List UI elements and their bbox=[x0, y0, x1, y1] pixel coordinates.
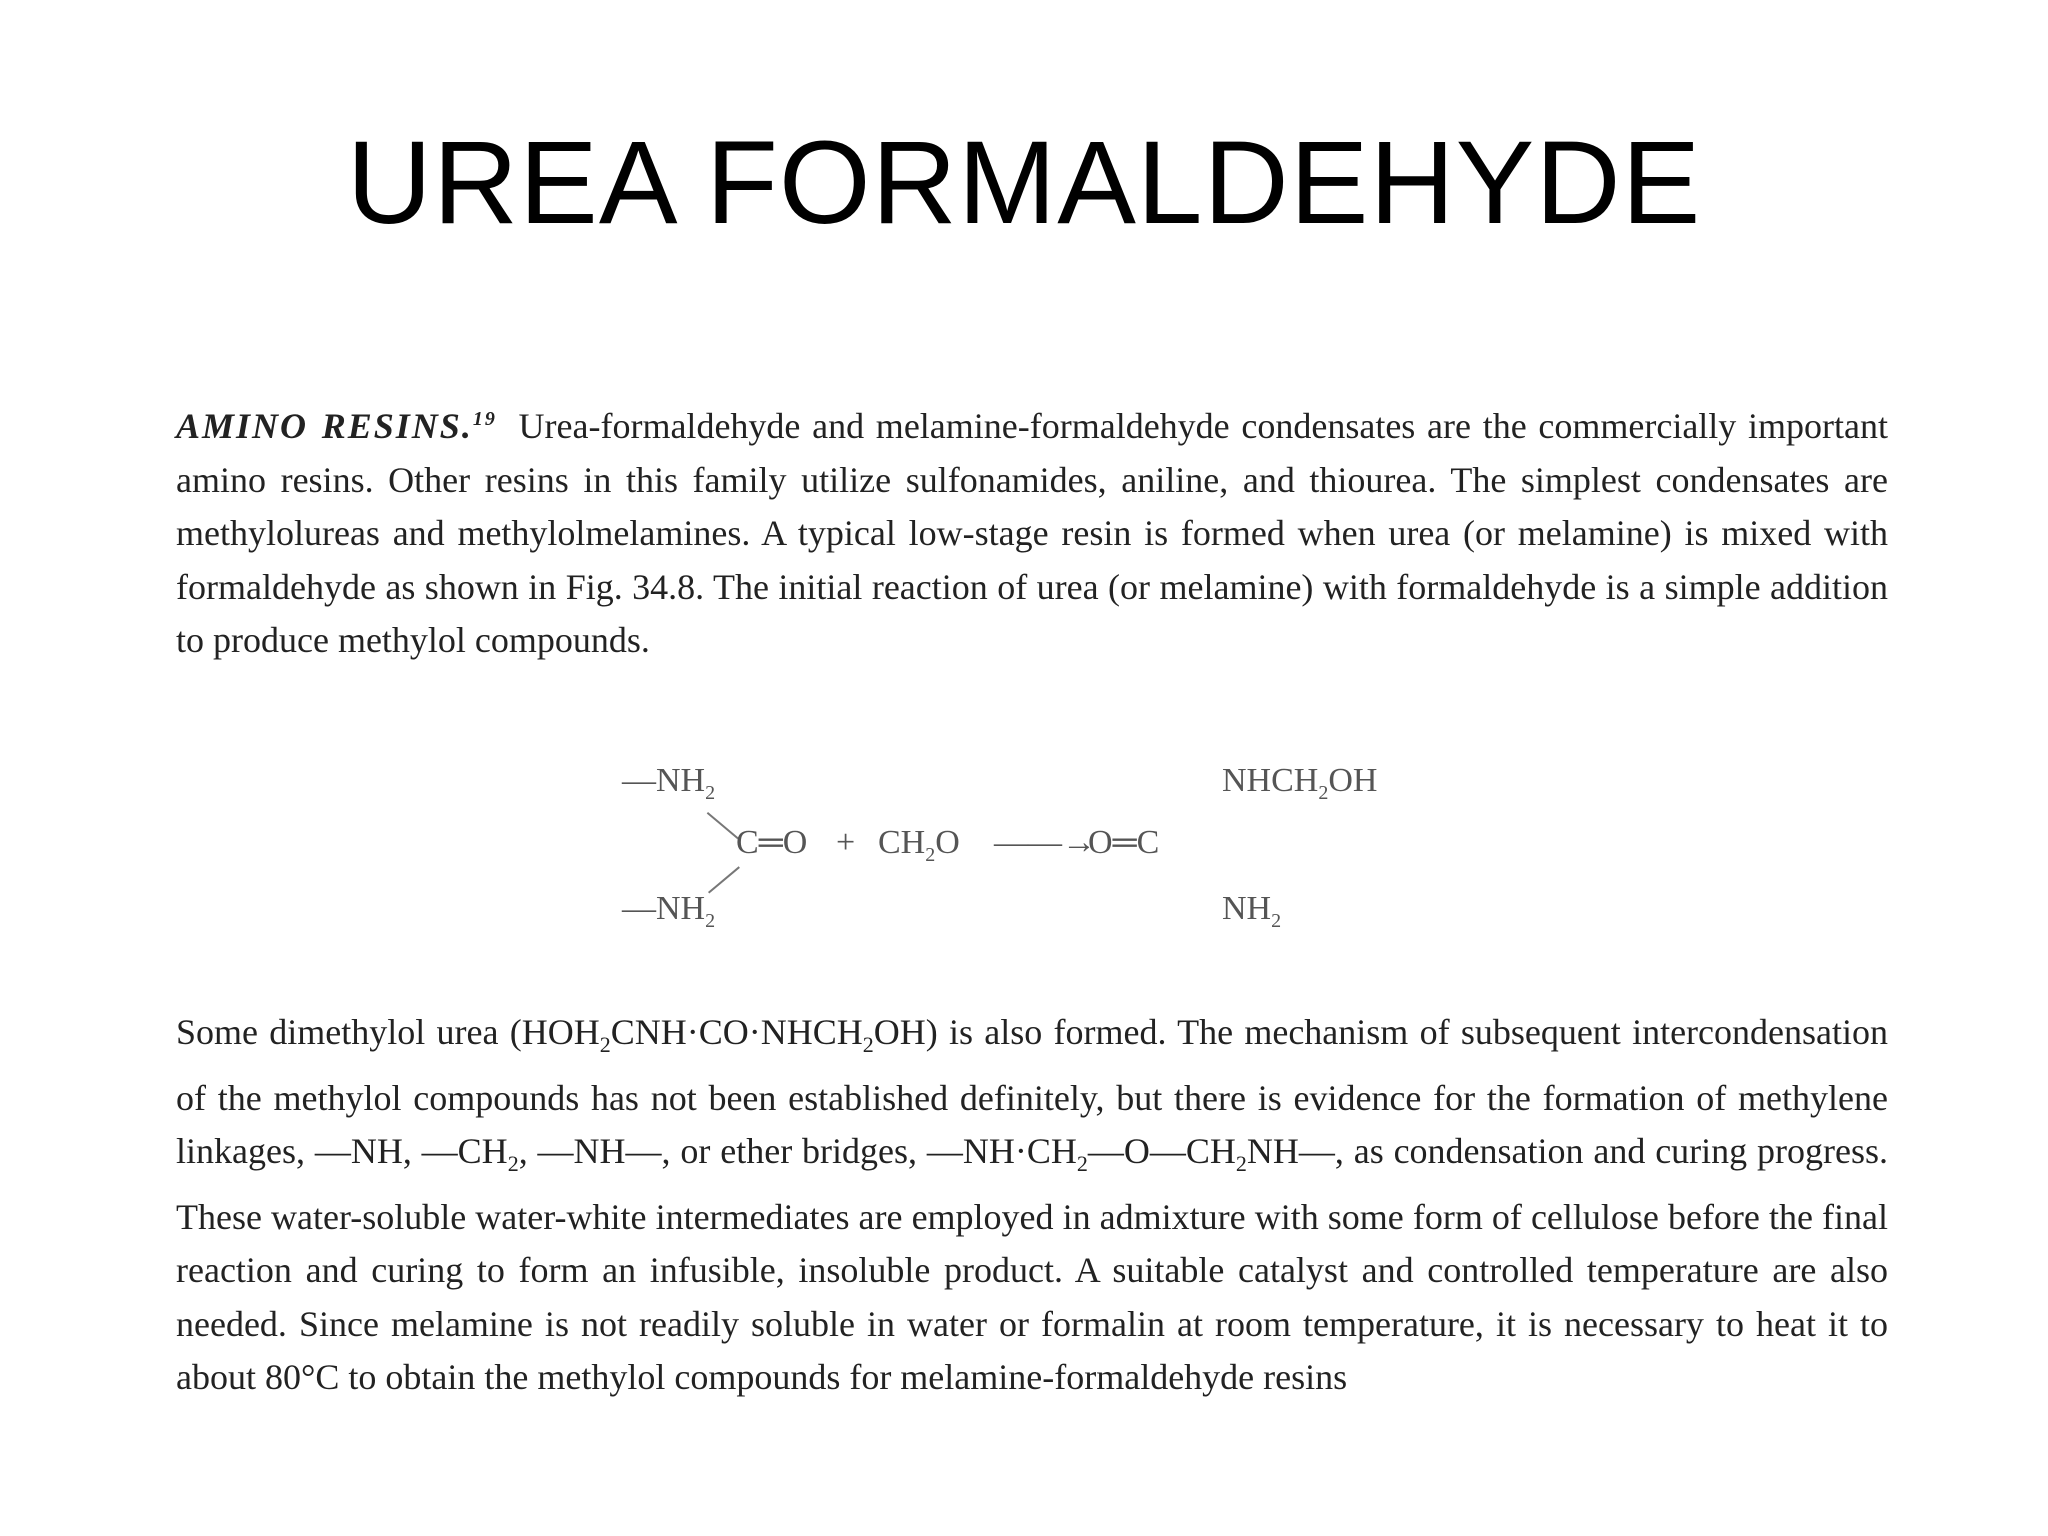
reactant-top-amine bbox=[622, 762, 715, 805]
reactant-top-amine-text: —NH bbox=[622, 762, 706, 799]
formaldehyde-tail: O bbox=[935, 824, 960, 861]
formaldehyde-subscript: 2 bbox=[925, 843, 936, 866]
subscript-2: 2 bbox=[599, 1032, 611, 1058]
product-carbonyl: O═C bbox=[1088, 824, 1160, 861]
reactant-bottom-amine bbox=[622, 890, 715, 933]
product-bottom-group-text: NH bbox=[1222, 890, 1272, 927]
product-bottom-group bbox=[1222, 890, 1281, 933]
subscript-2: 2 bbox=[1076, 1151, 1088, 1177]
mechanism-text-d: , —NH—, or ether bridges, —NH·CH bbox=[518, 1131, 1077, 1172]
product-top-group bbox=[1222, 762, 1377, 805]
footnote-reference: 19 bbox=[472, 408, 497, 430]
mechanism-text-f: NH—, as condensation and curing progress. These water-soluble water-white intermediates are employed in admixture with some form of cellulose before the final reaction and curing to form an infusible, insoluble product. A suitable catalyst and controlled temperature are also needed. Since melamine is not readily soluble in water or formalin at room temperature, it is necessary to heat it to about 80°C to obtain the methylol compounds for melamine-formaldehyde resins bbox=[176, 1131, 1888, 1398]
reactant-top-subscript: 2 bbox=[705, 781, 716, 804]
plus-sign: + bbox=[836, 824, 856, 861]
product-top-subscript: 2 bbox=[1318, 781, 1329, 804]
slide-title: UREA FORMALDEHYDE bbox=[346, 117, 1702, 249]
reaction-arrow: ——→ bbox=[994, 824, 1096, 861]
mechanism-paragraph bbox=[176, 1006, 1888, 1405]
product-top-tail: OH bbox=[1328, 762, 1378, 799]
intro-paragraph-text: Urea-formaldehyde and melamine-formaldehyde condensates are the commercially important amino resins. Other resins in this family utilize sulfonamides, aniline, and thiourea. The simplest condensates are methylolureas and methylolmelamines. A typical low-stage resin is formed when urea (or melamine) is mixed with formaldehyde as shown in Fig. 34.8. The initial reaction of urea (or melamine) with formaldehyde is a simple addition to produce methylol compounds. bbox=[176, 406, 1888, 660]
subscript-2: 2 bbox=[862, 1032, 874, 1058]
mechanism-text-b: CNH·CO·NHCH bbox=[610, 1012, 863, 1052]
subscript-2: 2 bbox=[1235, 1151, 1247, 1177]
carbonyl-group: C═O bbox=[736, 824, 808, 861]
product-top-group-text: NHCH bbox=[1222, 762, 1319, 799]
reactant-bottom-amine-text: —NH bbox=[622, 890, 706, 927]
intro-paragraph bbox=[176, 393, 1888, 668]
formaldehyde bbox=[878, 824, 960, 867]
section-heading bbox=[176, 406, 497, 446]
reactant-bottom-subscript: 2 bbox=[705, 909, 716, 932]
subscript-2: 2 bbox=[507, 1151, 519, 1177]
product-bottom-subscript: 2 bbox=[1271, 909, 1282, 932]
mechanism-text-e: —O—CH bbox=[1087, 1131, 1236, 1172]
formaldehyde-text: CH bbox=[878, 824, 926, 861]
mechanism-text-c: OH) is also formed. The mechanism of subsequent intercondensation of the methylol compounds has not been established definitely, but there is evidence for the formation of methylene linkages, —NH, —CH bbox=[176, 1012, 1888, 1172]
section-heading-text: AMINO RESINS. bbox=[176, 406, 473, 446]
mechanism-text-a: Some dimethylol urea (HOH bbox=[176, 1012, 600, 1052]
bond-top bbox=[707, 812, 739, 839]
reaction-equation bbox=[600, 762, 1420, 952]
